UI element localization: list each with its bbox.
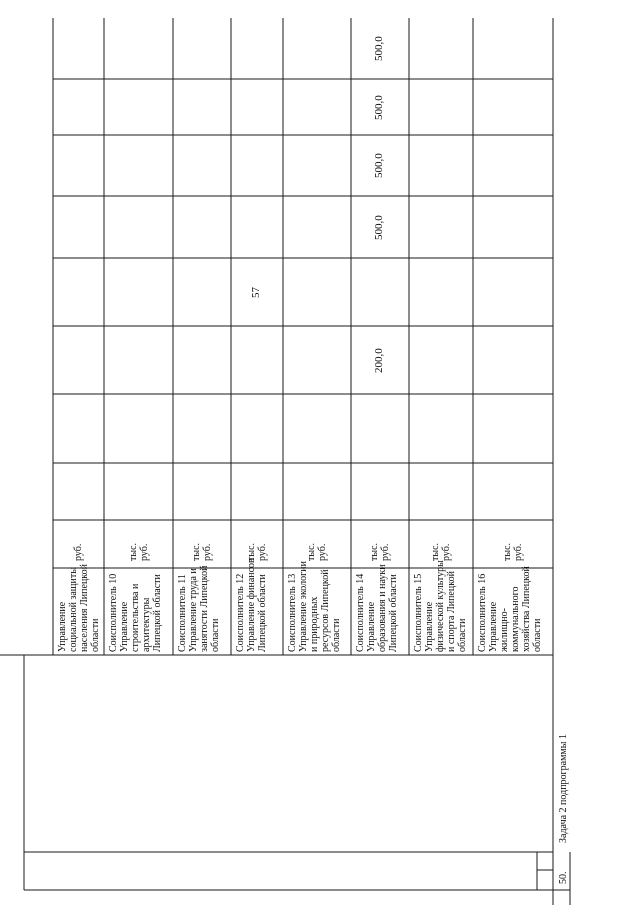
organization-name-line: и спорта Липецкой xyxy=(446,571,457,652)
value-cell: 200,0 xyxy=(373,347,385,373)
organization-name-line: Управление труда и xyxy=(188,568,199,652)
unit-cell-line: руб. xyxy=(257,543,268,561)
organization-name-line: Управление экологии xyxy=(298,561,309,652)
executor-label: Соисполнитель 13 xyxy=(287,573,298,652)
organization-name-line: Управление xyxy=(488,601,499,652)
unit-cell-line: руб. xyxy=(138,543,150,561)
row-name-cell xyxy=(235,558,268,652)
organization-name-line: образования и науки xyxy=(377,564,388,652)
organization-name-line: Управление xyxy=(57,601,68,652)
organization-name-line: Управление xyxy=(119,601,130,652)
organization-name-line: занятости Липецкой xyxy=(199,565,210,652)
row-name-cell xyxy=(57,564,101,652)
organization-name-line: строительства и xyxy=(130,583,141,652)
unit-cell-line: тыс. xyxy=(127,542,139,561)
executor-label: Соисполнитель 14 xyxy=(355,573,366,652)
value-cell: 500,0 xyxy=(373,153,385,178)
executor-label: Соисполнитель 15 xyxy=(413,573,424,652)
unit-cell xyxy=(306,543,328,561)
row-name-cell xyxy=(355,564,399,652)
organization-name-line: области xyxy=(331,618,342,652)
row-name-cell xyxy=(477,566,543,652)
footer-task-title: Задача 2 подпрограммы 1 xyxy=(558,734,569,843)
executor-label: Соисполнитель 10 xyxy=(108,573,119,652)
organization-name-line: Липецкой области xyxy=(152,574,163,652)
unit-cell-line: тыс. xyxy=(191,542,202,561)
footer-row-number: 50. xyxy=(558,871,569,884)
unit-cell-line: тыс. xyxy=(502,542,513,561)
unit-cell-line: тыс. xyxy=(369,542,380,561)
organization-name-line: области xyxy=(457,618,468,652)
executor-label: Соисполнитель 12 xyxy=(235,573,246,652)
unit-cell-line: руб. xyxy=(317,543,328,561)
unit-cell-line: тыс. xyxy=(306,542,317,561)
row-name-cell xyxy=(108,574,163,652)
row-name-cell xyxy=(287,561,342,652)
unit-cell xyxy=(430,543,452,561)
organization-name-line: Управление xyxy=(424,601,435,652)
unit-cell xyxy=(128,543,150,561)
organization-name-line: хозяйства Липецкой xyxy=(521,566,532,652)
value-cell: 57 xyxy=(250,286,262,298)
executor-label: Соисполнитель 16 xyxy=(477,573,488,652)
organization-name-line: ресурсов Липецкой xyxy=(320,569,331,652)
value-cell: 500,0 xyxy=(373,214,385,240)
organization-name-line: Управление финансов xyxy=(246,558,257,652)
organization-name-line: Управление xyxy=(366,601,377,652)
value-cell: 500,0 xyxy=(373,94,385,120)
organization-name-line: социальной защиты xyxy=(68,567,79,652)
organization-name-line: Липецкой области xyxy=(388,574,399,652)
organization-name-line: области xyxy=(210,618,221,652)
unit-cell-line: руб. xyxy=(202,543,213,561)
organization-name-line: жилищно- xyxy=(499,608,510,652)
organization-name-line: населения Липецкой xyxy=(79,564,90,652)
organization-name-line: физической культуры xyxy=(435,560,446,652)
organization-name-line: области xyxy=(532,618,543,652)
unit-cell xyxy=(73,544,84,561)
unit-cell xyxy=(369,543,391,561)
value-cell: 500,0 xyxy=(373,36,385,61)
organization-name-line: Липецкой области xyxy=(257,574,268,652)
unit-cell-line: руб. xyxy=(73,543,84,561)
organization-name-line: области xyxy=(90,618,101,652)
unit-cell xyxy=(191,543,213,561)
organization-name-line: архитектуры xyxy=(141,597,152,652)
unit-cell-line: руб. xyxy=(380,543,391,561)
row-name-cell xyxy=(177,566,221,652)
unit-cell xyxy=(502,543,524,561)
unit-cell-line: тыс. xyxy=(430,542,441,561)
organization-name-line: коммунального xyxy=(510,586,521,652)
executor-label: Соисполнитель 11 xyxy=(177,574,188,652)
unit-cell-line: тыс. xyxy=(246,542,257,561)
unit-cell xyxy=(246,543,268,561)
row-name-cell xyxy=(413,560,468,652)
unit-cell-line: руб. xyxy=(441,543,452,561)
unit-cell-line: руб. xyxy=(513,543,524,561)
organization-name-line: и природных xyxy=(309,596,320,652)
